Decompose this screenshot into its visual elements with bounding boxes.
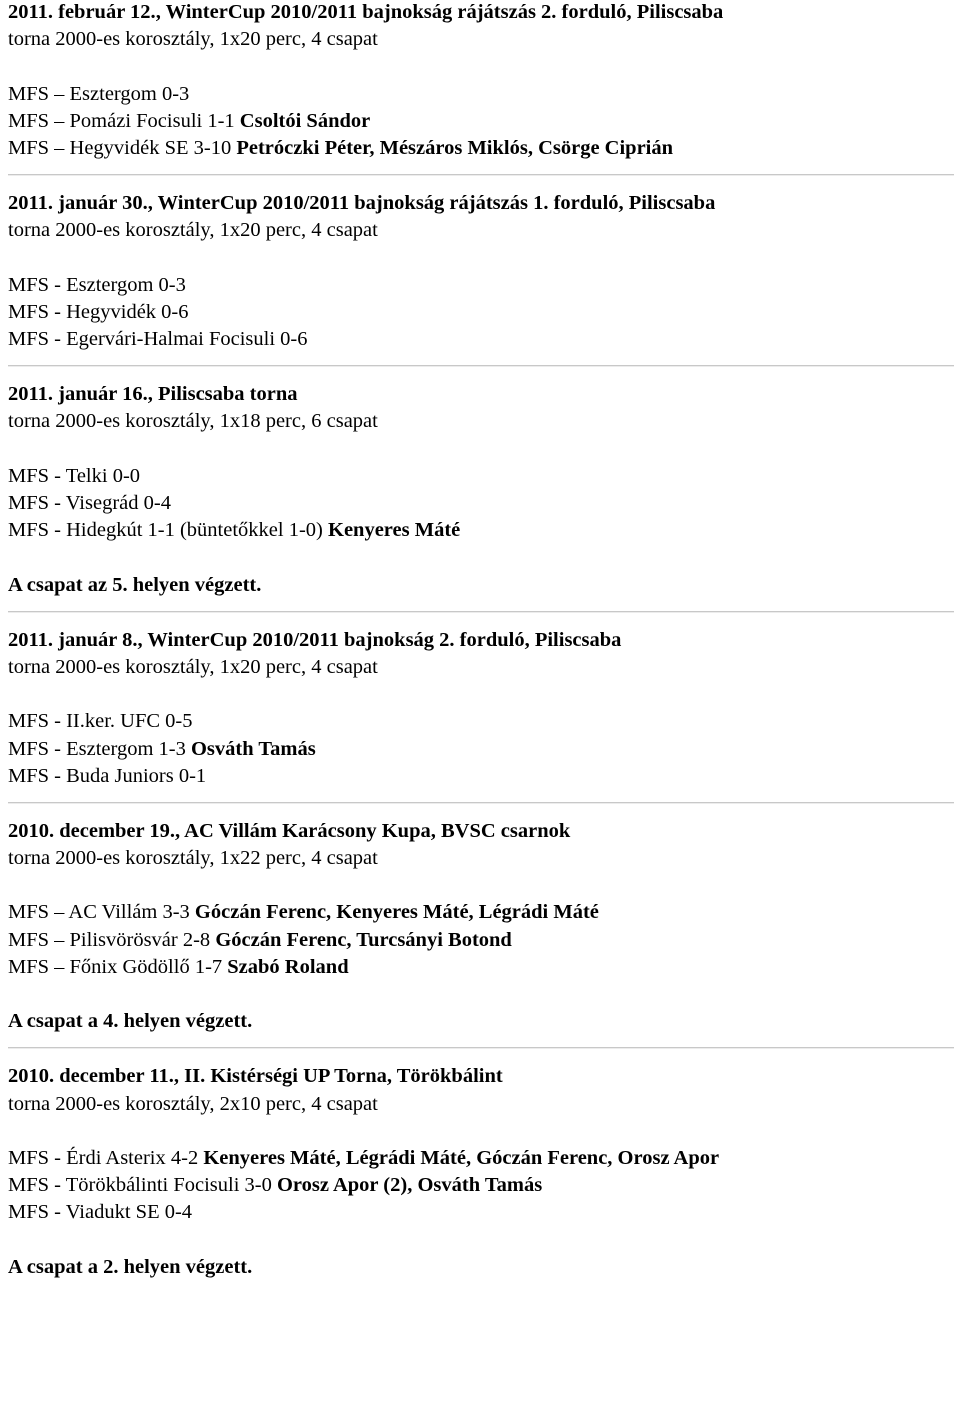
match-scorers: Szabó Roland bbox=[227, 955, 349, 978]
match-row bbox=[8, 954, 954, 981]
results-page bbox=[8, 0, 954, 1281]
match-scorers: Góczán Ferenc, Kenyeres Máté, Légrádi Máté bbox=[194, 901, 599, 924]
match-result: MFS - Visegrád 0-4 bbox=[8, 492, 171, 514]
match-scorers: Kenyeres Máté bbox=[328, 519, 461, 542]
match-scorers: Osváth Tamás bbox=[190, 737, 316, 760]
match-result: MFS - Törökbálinti Focisuli 3-0 bbox=[8, 1174, 277, 1197]
match-row bbox=[8, 135, 954, 162]
section-heading bbox=[8, 0, 954, 26]
section-event: , WinterCup 2010/2011 bajnokság 2. forduló, Piliscsaba bbox=[137, 628, 622, 651]
section-divider bbox=[8, 611, 954, 613]
section-subtitle: torna 2000-es korosztály, 1x20 perc, 4 csapat bbox=[8, 655, 378, 678]
section-event: , Piliscsaba torna bbox=[147, 383, 298, 406]
tournament-section bbox=[8, 1063, 954, 1281]
section-heading bbox=[8, 627, 954, 654]
match-row bbox=[8, 517, 954, 544]
section-event: , WinterCup 2010/2011 bajnokság rájátszás 1. forduló, Piliscsaba bbox=[147, 192, 716, 215]
match-result: MFS - Érdi Asterix 4-2 bbox=[8, 1146, 204, 1169]
match-result: MFS – Hegyvidék SE 3-10 bbox=[8, 136, 237, 159]
match-row bbox=[8, 736, 954, 763]
match-result: MFS – AC Villám 3-3 bbox=[8, 901, 195, 924]
section-date: 2010. december 19. bbox=[8, 819, 176, 842]
match-scorers: Kenyeres Máté, Légrádi Máté, Góczán Ferenc, Orosz Apor bbox=[203, 1146, 720, 1169]
section-subtitle: torna 2000-es korosztály, 1x20 perc, 4 csapat bbox=[8, 28, 378, 51]
match-row bbox=[8, 108, 954, 135]
section-divider bbox=[8, 365, 954, 367]
section-heading bbox=[8, 381, 954, 408]
section-divider bbox=[8, 1047, 954, 1049]
section-event: , AC Villám Karácsony Kupa, BVSC csarnok bbox=[175, 819, 571, 842]
section-heading bbox=[8, 818, 954, 845]
section-subtitle: torna 2000-es korosztály, 1x20 perc, 4 csapat bbox=[8, 219, 378, 242]
tournament-section bbox=[8, 0, 954, 162]
match-row bbox=[8, 463, 954, 490]
match-row bbox=[8, 1199, 954, 1226]
section-subtitle: torna 2000-es korosztály, 1x22 perc, 4 csapat bbox=[8, 847, 378, 870]
section-date: 2011. január 8. bbox=[8, 628, 138, 651]
match-result: MFS - II.ker. UFC 0-5 bbox=[8, 710, 193, 733]
match-row bbox=[8, 1145, 954, 1172]
match-row bbox=[8, 708, 954, 735]
tournament-section bbox=[8, 818, 954, 1036]
match-result: MFS – Esztergom 0-3 bbox=[8, 82, 190, 105]
match-result: MFS - Buda Juniors 0-1 bbox=[8, 764, 207, 787]
match-scorers: Csoltói Sándor bbox=[239, 109, 371, 132]
match-result: MFS – Pomázi Focisuli 1-1 bbox=[8, 109, 240, 132]
section-heading bbox=[8, 1063, 954, 1090]
match-row bbox=[8, 763, 954, 790]
match-result: MFS - Esztergom 0-3 bbox=[8, 273, 186, 296]
tournament-section bbox=[8, 627, 954, 790]
placement-text: A csapat a 4. helyen végzett. bbox=[8, 1010, 253, 1033]
section-event: , II. Kistérségi UP Torna, Törökbálint bbox=[173, 1065, 503, 1088]
match-row bbox=[8, 899, 954, 926]
section-subtitle: torna 2000-es korosztály, 2x10 perc, 4 csapat bbox=[8, 1092, 378, 1115]
match-result: MFS - Hidegkút 1-1 (büntetőkkel 1-0) bbox=[8, 519, 328, 542]
section-date: 2011. január 30. bbox=[8, 192, 148, 215]
placement-text: A csapat a 2. helyen végzett. bbox=[8, 1255, 253, 1278]
match-row bbox=[8, 299, 954, 326]
match-result: MFS - Esztergom 1-3 bbox=[8, 737, 191, 760]
match-row bbox=[8, 1172, 954, 1199]
match-row bbox=[8, 927, 954, 954]
match-result: MFS - Viadukt SE 0-4 bbox=[8, 1201, 193, 1224]
section-date: 2011. február 12. bbox=[8, 1, 156, 23]
match-result: MFS – Főnix Gödöllő 1-7 bbox=[8, 955, 228, 978]
match-result: MFS – Pilisvörösvár 2-8 bbox=[8, 928, 216, 951]
section-heading bbox=[8, 190, 954, 217]
section-subtitle: torna 2000-es korosztály, 1x18 perc, 6 csapat bbox=[8, 410, 378, 433]
match-scorers: Góczán Ferenc, Turcsányi Botond bbox=[215, 928, 512, 951]
placement-text: A csapat az 5. helyen végzett. bbox=[8, 573, 262, 596]
section-date: 2011. január 16. bbox=[8, 383, 148, 406]
match-scorers: Orosz Apor (2), Osváth Tamás bbox=[276, 1174, 543, 1197]
tournament-section bbox=[8, 381, 954, 599]
match-row bbox=[8, 272, 954, 299]
match-row bbox=[8, 81, 954, 108]
section-date: 2010. december 11. bbox=[8, 1065, 174, 1088]
section-divider bbox=[8, 802, 954, 804]
match-row bbox=[8, 326, 954, 353]
match-scorers: Petróczki Péter, Mészáros Miklós, Csörge Ciprián bbox=[236, 136, 674, 159]
tournament-section bbox=[8, 190, 954, 353]
match-result: MFS - Telki 0-0 bbox=[8, 464, 141, 487]
match-result: MFS - Egervári-Halmai Focisuli 0-6 bbox=[8, 328, 308, 351]
section-divider bbox=[8, 174, 954, 176]
section-event: , WinterCup 2010/2011 bajnokság rájátszás 2. forduló, Piliscsaba bbox=[155, 1, 724, 23]
match-result: MFS - Hegyvidék 0-6 bbox=[8, 300, 189, 323]
match-row bbox=[8, 490, 954, 517]
